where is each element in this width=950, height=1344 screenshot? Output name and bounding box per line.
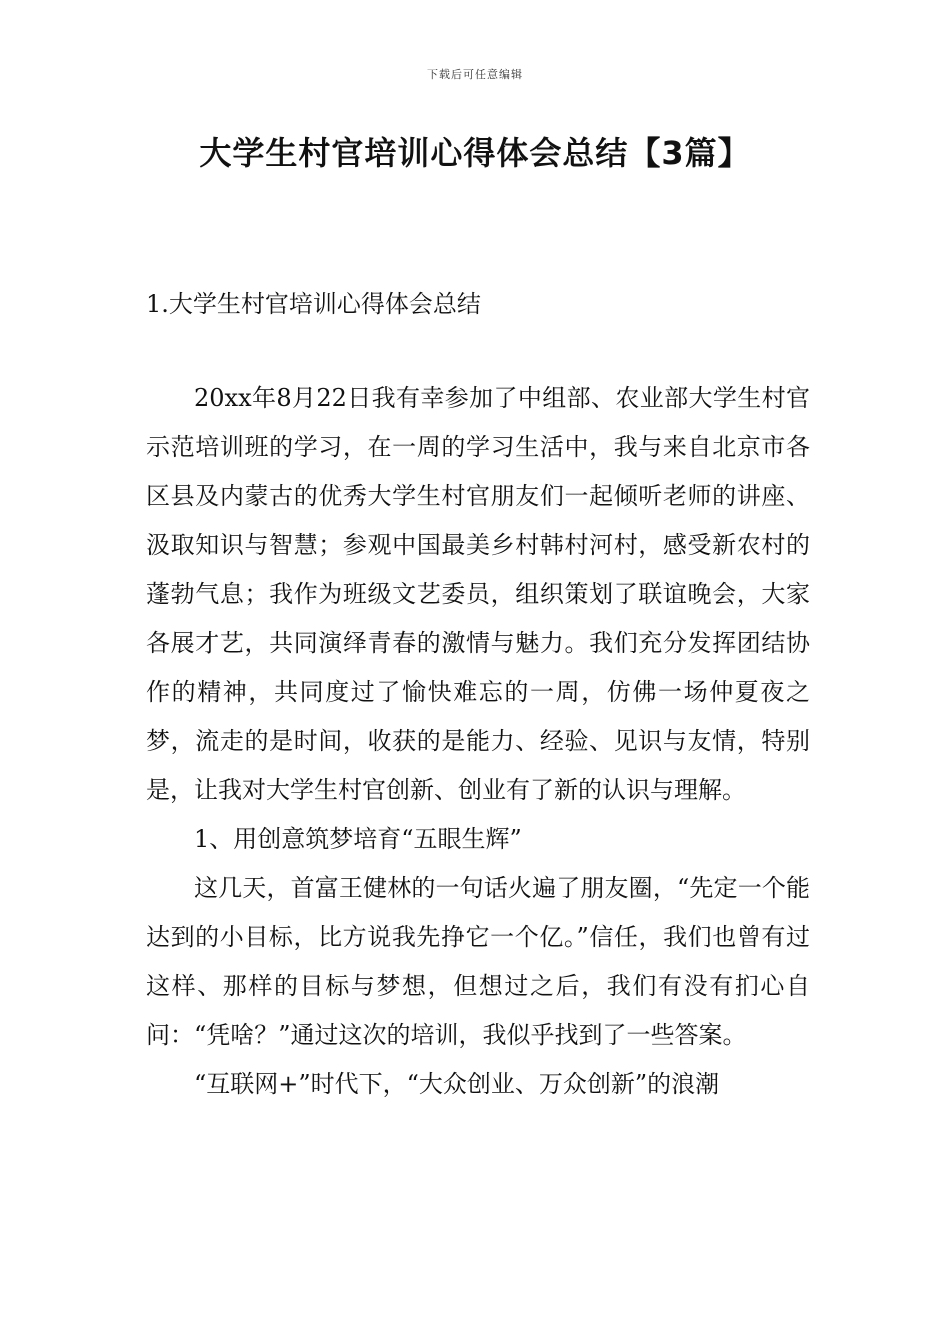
- paragraph: 1、用创意筑梦培育“五眼生辉”: [194, 825, 522, 853]
- paragraph: 这几天，首富王健林的一句话火遍了朋友圈，“先定一个能达到的小目标，比方说我先挣它一个亿。”信任，我们也曾有过这样、那样的目标与梦想，但想过之后，我们有没有扪心自问：“凭啥？”通过这次的培训，我似乎找到了一些答案。: [146, 874, 810, 1049]
- paragraph: “互联网+”时代下，“大众创业、万众创新”的浪潮: [194, 1070, 720, 1098]
- section-heading: 1.大学生村官培训心得体会总结: [146, 290, 481, 318]
- paragraph: 20xx年8月22日我有幸参加了中组部、农业部大学生村官示范培训班的学习，在一周的学习生活中，我与来自北京市各区县及内蒙古的优秀大学生村官朋友们一起倾听老师的讲座、汲取知识与智慧；参观中国最美乡村韩村河村，感受新农村的蓬勃气息；我作为班级文艺委员，组织策划了联谊晚会，大家各展才艺，共同演绎青春的激情与魅力。我们充分发挥团结协作的精神，共同度过了愉快难忘的一周，仿佛一场仲夏夜之梦，流走的是时间，收获的是能力、经验、见识与友情，特别是，让我对大学生村官创新、创业有了新的认识与理解。: [146, 384, 810, 804]
- header-note: 下载后可任意编辑: [427, 68, 523, 81]
- document-title: 大学生村官培训心得体会总结【3篇】: [199, 134, 751, 172]
- document-body: [146, 374, 810, 1109]
